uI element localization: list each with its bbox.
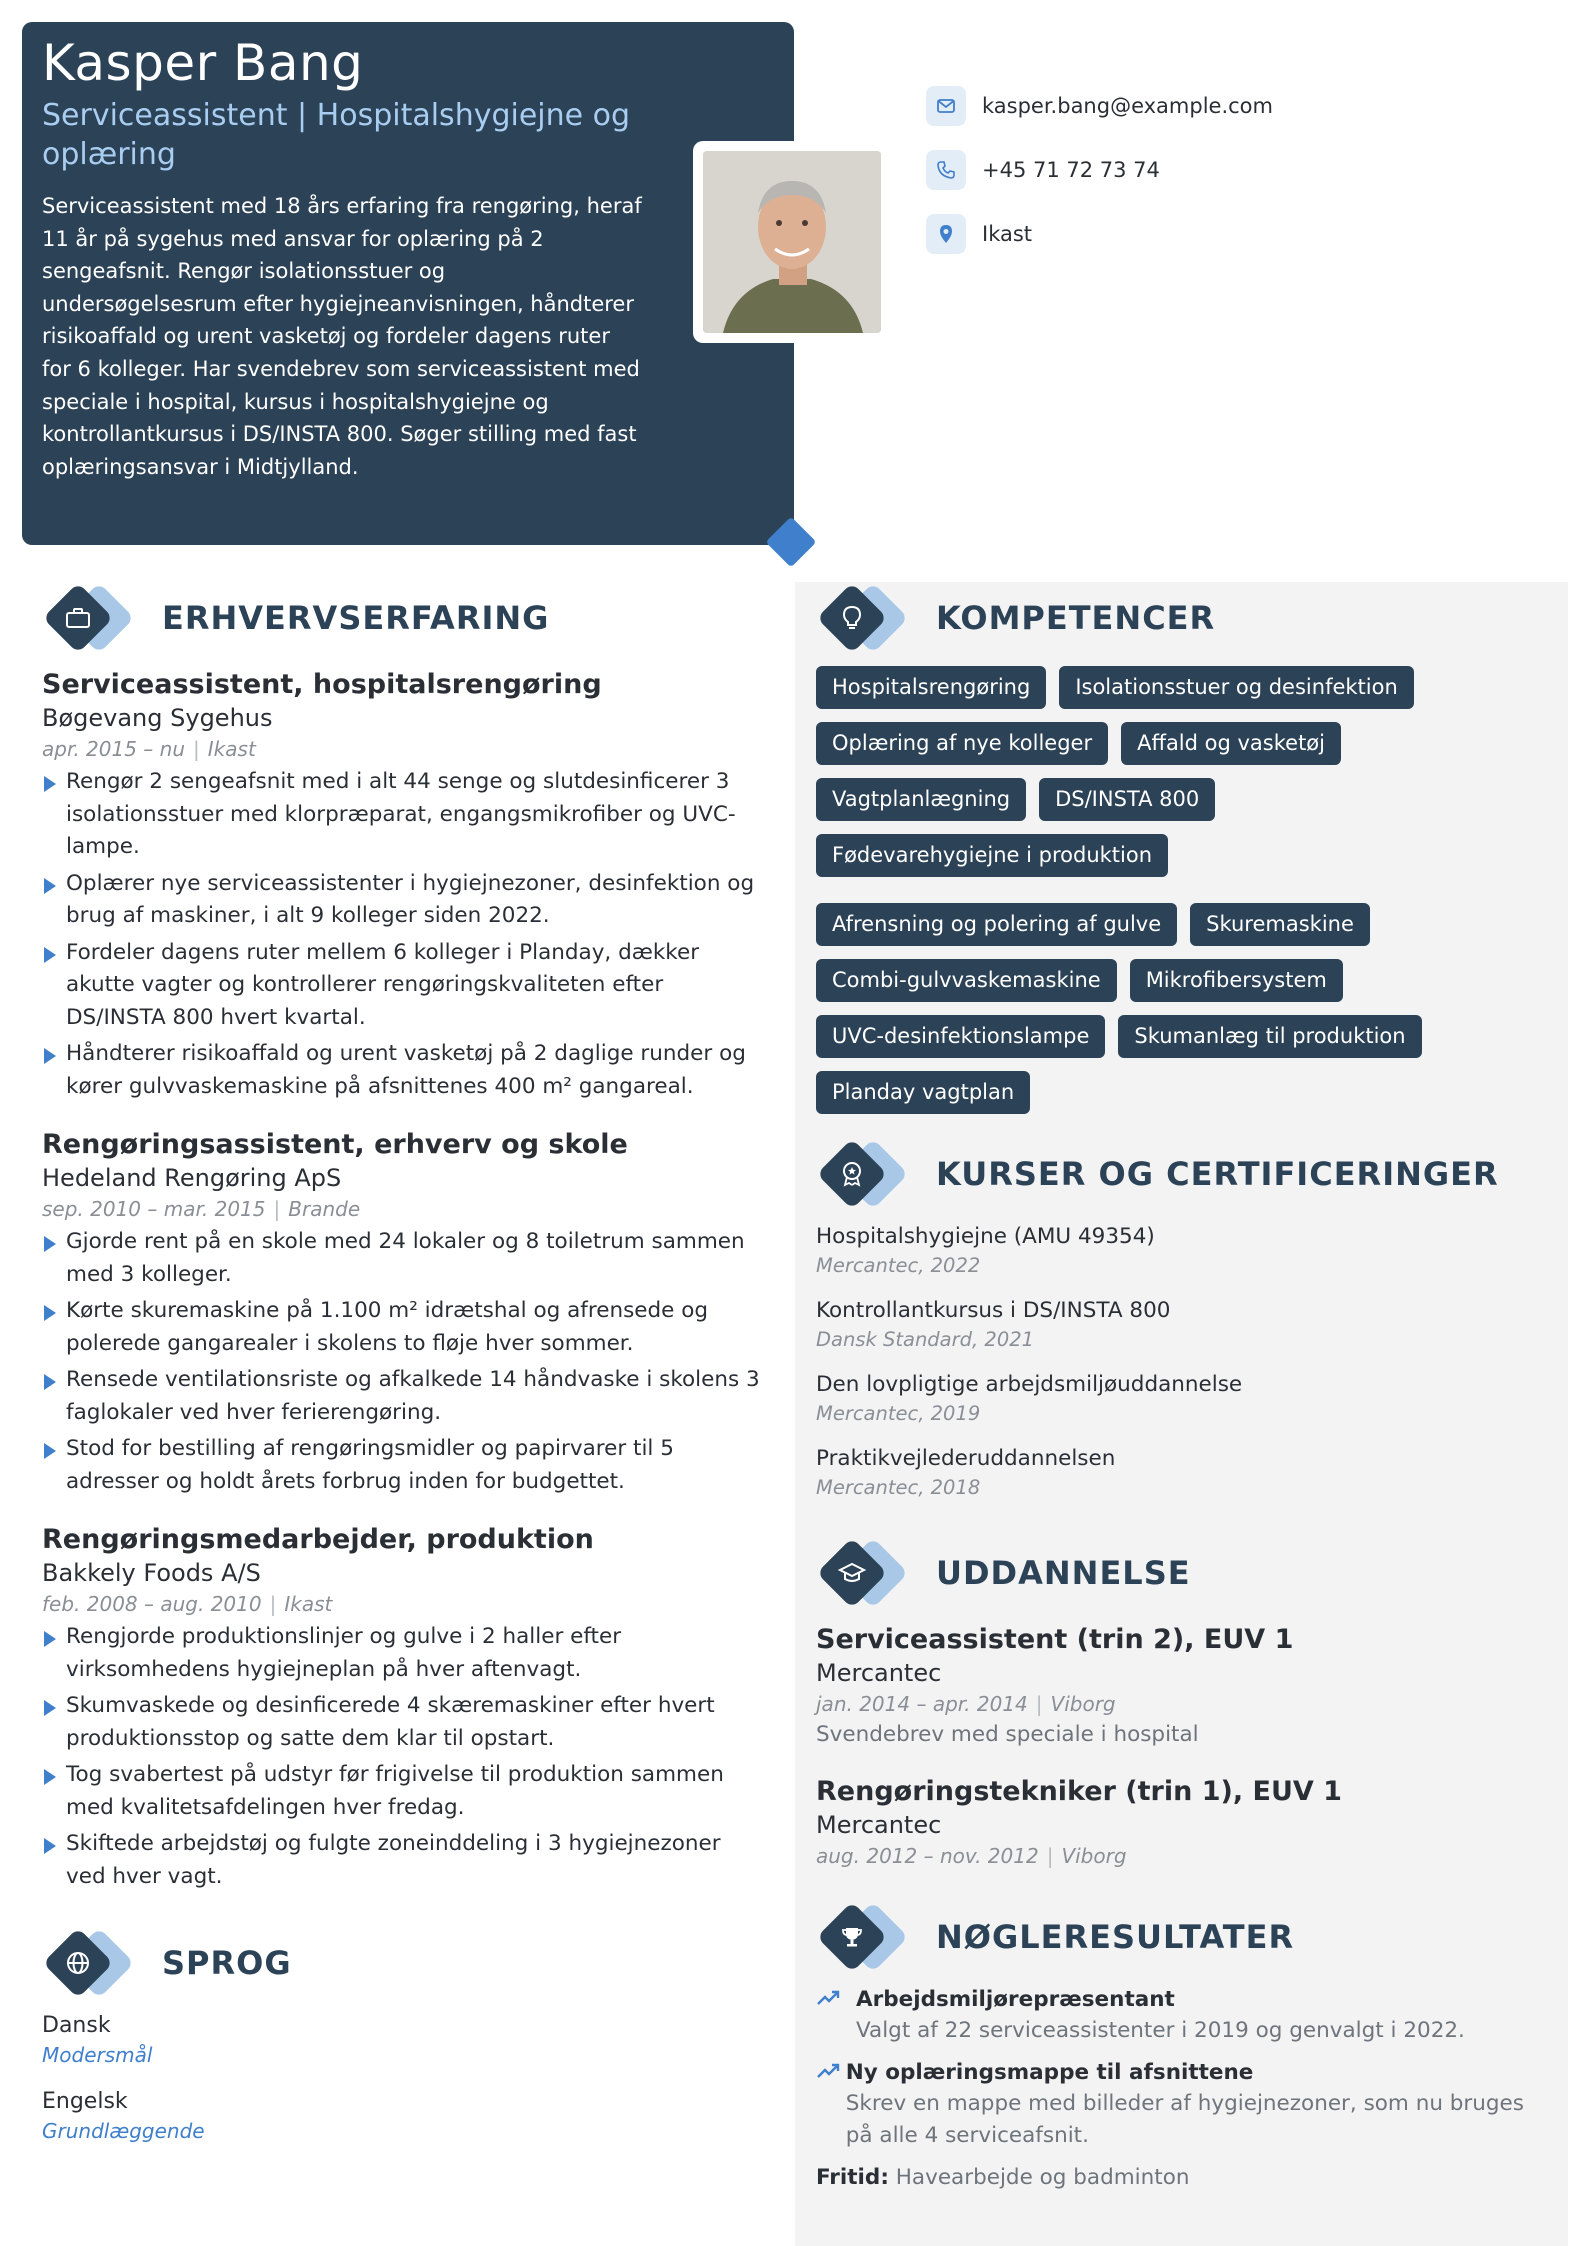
course-meta: Dansk Standard, 2021 — [816, 1328, 1035, 1351]
result-description: Valgt af 22 serviceassistenter i 2019 og genvalgt i 2022. — [856, 2018, 1465, 2043]
contact-location — [926, 214, 1273, 254]
job-place: Ikast — [284, 1592, 333, 1616]
email-text[interactable]: kasper.bang@example.com — [982, 94, 1273, 118]
education-meta: jan. 2014 – apr. 2014 | Viborg — [816, 1692, 1116, 1716]
job-meta: sep. 2010 – mar. 2015 | Brande — [42, 1197, 361, 1221]
skill-tag: Afrensning og polering af gulve — [816, 903, 1177, 946]
section-title: KOMPETENCER — [936, 599, 1216, 637]
skills-heading — [816, 582, 1215, 654]
job-place: Brande — [288, 1197, 361, 1221]
education-title: Rengøringstekniker (trin 1), EUV 1 — [816, 1776, 1342, 1807]
briefcase-icon — [56, 596, 100, 640]
location-pin-icon — [926, 214, 966, 254]
skill-tag: Combi-gulvvaskemaskine — [816, 959, 1117, 1002]
skill-tag: Affald og vasketøj — [1121, 722, 1341, 765]
skill-tag: Skumanlæg til produktion — [1118, 1015, 1421, 1058]
course-name: Kontrollantkursus i DS/INSTA 800 — [816, 1298, 1171, 1323]
skill-tag: Vagtplanlægning — [816, 778, 1026, 821]
skill-tags — [816, 666, 1546, 1114]
contact-phone[interactable] — [926, 150, 1273, 190]
section-icon — [816, 1901, 916, 1973]
education-item — [816, 1623, 1536, 1751]
bullet: Stod for bestilling af rengøringsmidler og papirvarer til 5 adresser og holdt årets forbrug inden for budgettet. — [42, 1433, 762, 1498]
result-description: Skrev en mappe med billeder af hygiejnezoner, som nu bruges på alle 4 serviceafsnit. — [845, 2090, 1524, 2148]
section-icon — [42, 582, 142, 654]
company: Bakkely Foods A/S — [42, 1559, 261, 1587]
job-period: sep. 2010 – mar. 2015 — [42, 1197, 266, 1221]
courses-heading — [816, 1138, 1499, 1210]
languages-heading — [42, 1927, 292, 1999]
job-bullets — [42, 766, 762, 1103]
bullet: Gjorde rent på en skole med 24 lokaler og 8 toiletrum sammen med 3 kolleger. — [42, 1226, 762, 1291]
header-block — [22, 22, 794, 545]
phone-text[interactable]: +45 71 72 73 74 — [982, 158, 1160, 182]
course-meta: Mercantec, 2019 — [816, 1402, 981, 1425]
section-icon — [816, 582, 916, 654]
course-meta: Mercantec, 2022 — [816, 1254, 981, 1277]
hobby-value: Havearbejde og badminton — [895, 2164, 1190, 2190]
job-place: Ikast — [207, 737, 256, 761]
language-level: Modersmål — [42, 2043, 153, 2067]
skill-tag: DS/INSTA 800 — [1039, 778, 1215, 821]
section-title: KURSER OG CERTIFICERINGER — [936, 1155, 1499, 1193]
bullet: Håndterer risikoaffald og urent vasketøj på 2 daglige runder og kører gulvvaskemaskine på afsnittenes 400 m² gangareal. — [42, 1038, 762, 1103]
profile-photo-frame — [693, 141, 891, 343]
education-school: Mercantec — [816, 1811, 942, 1839]
result-title: Arbejdsmiljørepræsentant — [856, 1987, 1175, 2012]
section-icon — [816, 1138, 916, 1210]
award-badge-icon — [830, 1152, 874, 1196]
education-heading — [816, 1537, 1191, 1609]
experience-heading — [42, 582, 549, 654]
bullet: Skiftede arbejdstøj og fulgte zoneinddeling i 3 hygiejnezoner ved hver vagt. — [42, 1828, 762, 1893]
section-icon — [816, 1537, 916, 1609]
lightbulb-icon — [830, 596, 874, 640]
bullet: Fordeler dagens ruter mellem 6 kolleger i Planday, dækker akutte vagter og kontrollerer rengøringskvaliteten efter DS/INSTA 800 hvert kvartal. — [42, 937, 762, 1035]
bullet: Rengør 2 sengeafsnit med i alt 44 senge og slutdesinficerer 3 isolationsstuer med klorpræparat, engangsmikrofiber og UVC-lampe. — [42, 766, 762, 864]
education-period: jan. 2014 – apr. 2014 — [816, 1692, 1028, 1716]
course-name: Hospitalshygiejne (AMU 49354) — [816, 1224, 1155, 1249]
bullet: Skumvaskede og desinficerede 4 skæremaskiner efter hvert produktionsstop og satte dem klar til opstart. — [42, 1690, 762, 1755]
language-level: Grundlæggende — [42, 2119, 205, 2143]
job-meta: feb. 2008 – aug. 2010 | Ikast — [42, 1592, 333, 1616]
phone-icon — [926, 150, 966, 190]
education-title: Serviceassistent (trin 2), EUV 1 — [816, 1624, 1294, 1655]
section-icon — [42, 1927, 142, 1999]
skill-tag: Fødevarehygiejne i produktion — [816, 834, 1168, 877]
language-name: Engelsk — [42, 2089, 128, 2114]
hobby-label: Fritid: — [816, 2164, 889, 2190]
section-title: ERHVERVSERFARING — [162, 599, 550, 637]
course-meta: Mercantec, 2018 — [816, 1476, 981, 1499]
job-title: Rengøringsassistent, erhverv og skole — [42, 1129, 628, 1160]
course-list — [816, 1222, 1242, 1518]
skill-tag: Skuremaskine — [1190, 903, 1370, 946]
skill-tag: Mikrofibersystem — [1130, 959, 1343, 1002]
skill-tag: Planday vagtplan — [816, 1071, 1030, 1114]
job-meta: apr. 2015 – nu | Ikast — [42, 737, 256, 761]
graduation-cap-icon — [830, 1551, 874, 1595]
education-item — [816, 1775, 1536, 1871]
course-name: Den lovpligtige arbejdsmiljøuddannelse — [816, 1372, 1243, 1397]
section-title: SPROG — [162, 1944, 292, 1982]
results-list — [816, 1985, 1536, 2193]
education-place: Viborg — [1050, 1692, 1116, 1716]
trending-up-icon — [816, 1985, 856, 2048]
contact-email[interactable] — [926, 86, 1273, 126]
bullet: Tog svabertest på udstyr før frigivelse til produktion sammen med kvalitetsafdelingen hver fredag. — [42, 1759, 762, 1824]
company: Hedeland Rengøring ApS — [42, 1164, 342, 1192]
skill-tag: Isolationsstuer og desinfektion — [1059, 666, 1413, 709]
bullet: Rensede ventilationsriste og afkalkede 14 håndvaske i skolens 3 faglokaler ved hver ferierengøring. — [42, 1364, 762, 1429]
trophy-icon — [830, 1915, 874, 1959]
company: Bøgevang Sygehus — [42, 704, 273, 732]
education-note: Svendebrev med speciale i hospital — [816, 1722, 1199, 1747]
contact-list — [926, 86, 1273, 278]
hobby-line — [816, 2163, 1536, 2193]
job-title: Serviceassistent, hospitalsrengøring — [42, 669, 602, 700]
result-item — [816, 2058, 1536, 2153]
skill-tag: Hospitalsrengøring — [816, 666, 1046, 709]
language-name: Dansk — [42, 2013, 111, 2038]
job-bullets — [42, 1621, 762, 1893]
education-meta: aug. 2012 – nov. 2012 | Viborg — [816, 1844, 1127, 1868]
experience-item — [42, 1523, 762, 1897]
profile-photo — [703, 151, 881, 333]
experience-item — [42, 1128, 762, 1502]
globe-icon — [56, 1941, 100, 1985]
job-title: Rengøringsmedarbejder, produktion — [42, 1524, 594, 1555]
job-bullets — [42, 1226, 762, 1498]
section-title: NØGLERESULTATER — [936, 1918, 1295, 1956]
location-text: Ikast — [982, 222, 1033, 246]
candidate-title: Serviceassistent | Hospitalshygiejne og oplæring — [42, 98, 631, 172]
course-name: Praktikvejlederuddannelsen — [816, 1446, 1116, 1471]
job-period: apr. 2015 – nu — [42, 737, 186, 761]
skill-tag: Oplæring af nye kolleger — [816, 722, 1108, 765]
job-period: feb. 2008 – aug. 2010 — [42, 1592, 262, 1616]
education-period: aug. 2012 – nov. 2012 — [816, 1844, 1039, 1868]
trending-up-icon — [816, 2058, 846, 2153]
skill-tag: UVC-desinfektionslampe — [816, 1015, 1105, 1058]
experience-item — [42, 668, 762, 1107]
profile-summary: Serviceassistent med 18 års erfaring fra rengøring, heraf 11 år på sygehus med ansvar for oplæring på 2 sengeafsnit. Rengør isolationsstuer og undersøgelsesrum efter hygiejneanvisningen, håndterer risikoaffald og urent vasketøj og fordeler dagens ruter for 6 kolleger. Har svendebrev som serviceassistent med speciale i hospital, kursus i hospitalshygiejne og kontrollantkursus i DS/INSTA 800. Søger stilling med fast oplæringsansvar i Midtjylland. — [42, 194, 642, 479]
results-heading — [816, 1901, 1294, 1973]
candidate-name: Kasper Bang — [42, 34, 364, 92]
education-school: Mercantec — [816, 1659, 942, 1687]
result-item — [816, 1985, 1536, 2048]
education-place: Viborg — [1061, 1844, 1127, 1868]
language-list — [42, 2011, 205, 2163]
result-title: Ny oplæringsmappe til afsnittene — [845, 2059, 1254, 2085]
bullet: Oplærer nye serviceassistenter i hygiejnezoner, desinfektion og brug af maskiner, i alt 9 kolleger siden 2022. — [42, 868, 762, 933]
bullet: Rengjorde produktionslinjer og gulve i 2 haller efter virksomhedens hygiejneplan på hver aftenvagt. — [42, 1621, 762, 1686]
bullet: Kørte skuremaskine på 1.100 m² idrætshal og afrensede og polerede gangarealer i skolens to fløje hver sommer. — [42, 1295, 762, 1360]
email-icon — [926, 86, 966, 126]
section-title: UDDANNELSE — [936, 1554, 1191, 1592]
